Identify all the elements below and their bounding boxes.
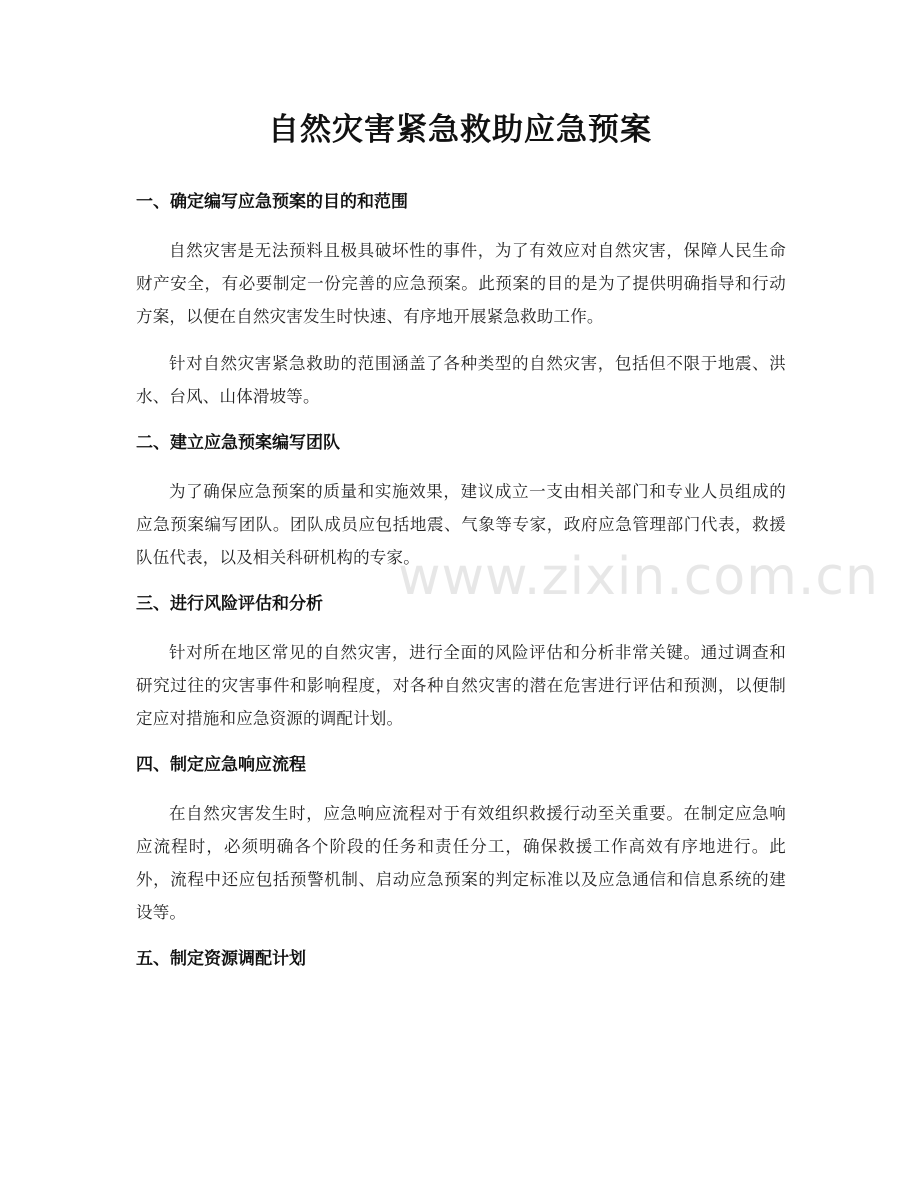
section-3 xyxy=(136,588,786,735)
section-heading: 二、建立应急预案编写团队 xyxy=(136,433,340,453)
paragraph: 自然灾害是无法预料且极具破坏性的事件，为了有效应对自然灾害，保障人民生命财产安全，有必要制定一份完善的应急预案。此预案的目的是为了提供明确指导和行动方案，以便在自然灾害发生时快速、有序地开展紧急救助工作。 xyxy=(136,241,786,326)
section-heading: 五、制定资源调配计划 xyxy=(136,949,306,969)
section-2 xyxy=(136,427,786,574)
section-5 xyxy=(136,943,786,975)
section-1 xyxy=(136,186,786,413)
paragraph: 针对所在地区常见的自然灾害，进行全面的风险评估和分析非常关键。通过调查和研究过往的灾害事件和影响程度，对各种自然灾害的潜在危害进行评估和预测，以便制定应对措施和应急资源的调配计划。 xyxy=(136,643,786,728)
section-4 xyxy=(136,749,786,929)
document-title: 自然灾害紧急救助应急预案 xyxy=(268,112,652,148)
document-body xyxy=(136,186,786,991)
paragraph: 针对自然灾害紧急救助的范围涵盖了各种类型的自然灾害，包括但不限于地震、洪水、台风、山体滑坡等。 xyxy=(136,354,786,406)
watermark: www.zixin.com.cn xyxy=(398,547,879,607)
section-heading: 三、进行风险评估和分析 xyxy=(136,594,323,614)
section-heading: 四、制定应急响应流程 xyxy=(136,755,306,775)
paragraph: 为了确保应急预案的质量和实施效果，建议成立一支由相关部门和专业人员组成的应急预案编写团队。团队成员应包括地震、气象等专家，政府应急管理部门代表，救援队伍代表，以及相关科研机构的专家。 xyxy=(136,482,786,567)
paragraph: 在自然灾害发生时，应急响应流程对于有效组织救援行动至关重要。在制定应急响应流程时，必须明确各个阶段的任务和责任分工，确保救援工作高效有序地进行。此外，流程中还应包括预警机制、启动应急预案的判定标准以及应急通信和信息系统的建设等。 xyxy=(136,804,786,922)
section-heading: 一、确定编写应急预案的目的和范围 xyxy=(136,192,408,212)
